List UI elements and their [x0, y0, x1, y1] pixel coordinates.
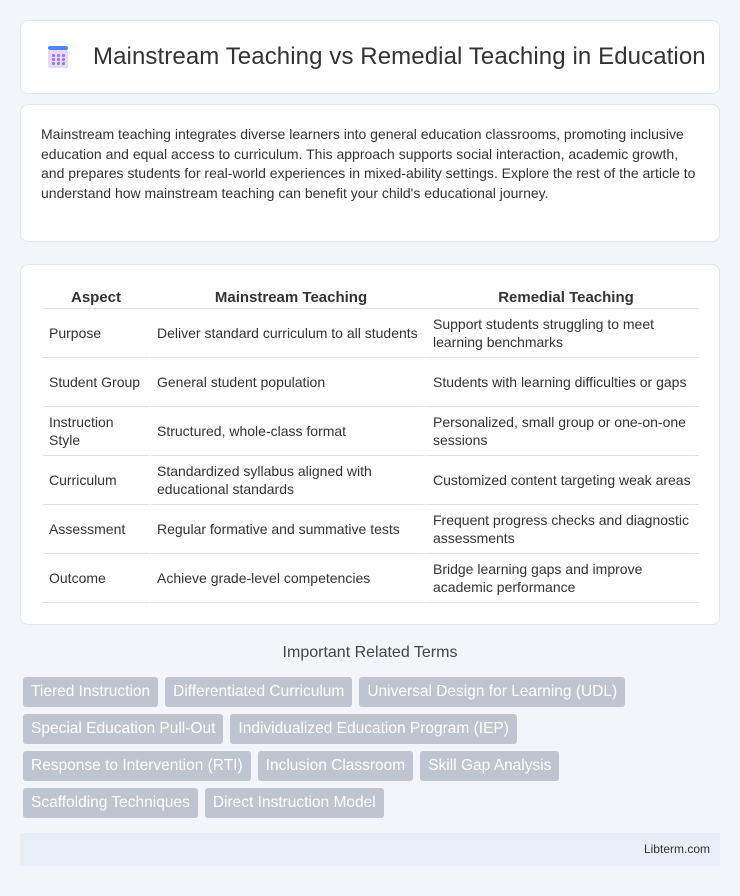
row-aspect: Student Group	[43, 358, 149, 407]
tag-response-to-intervention[interactable]: Response to Intervention (RTI)	[23, 751, 251, 781]
header-mainstream: Mainstream Teaching	[149, 285, 425, 309]
row-remedial: Frequent progress checks and diagnostic assessments	[425, 505, 699, 554]
row-aspect: Outcome	[43, 554, 149, 603]
row-aspect: Purpose	[43, 309, 149, 358]
row-remedial: Students with learning difficulties or gaps	[425, 358, 699, 407]
tag-tiered-instruction[interactable]: Tiered Instruction	[23, 677, 158, 707]
intro-card	[20, 104, 720, 242]
footer-site-link[interactable]: Libterm.com	[643, 842, 710, 856]
row-remedial: Personalized, small group or one-on-one sessions	[425, 407, 699, 456]
row-mainstream: Regular formative and summative tests	[149, 505, 425, 554]
row-mainstream: Deliver standard curriculum to all students	[149, 309, 425, 358]
calendar-icon	[45, 44, 71, 70]
related-terms-section	[20, 644, 720, 662]
related-terms-heading: Important Related Terms	[282, 644, 458, 661]
row-mainstream: Standardized syllabus aligned with educational standards	[149, 456, 425, 505]
related-terms-tags	[23, 677, 723, 818]
tag-direct-instruction-model[interactable]: Direct Instruction Model	[205, 788, 384, 818]
row-mainstream: Structured, whole-class format	[149, 407, 425, 456]
row-remedial: Bridge learning gaps and improve academic performance	[425, 554, 699, 603]
comparison-card	[20, 264, 720, 625]
tag-special-education-pull-out[interactable]: Special Education Pull-Out	[23, 714, 223, 744]
tag-inclusion-classroom[interactable]: Inclusion Classroom	[258, 751, 414, 781]
comparison-table	[43, 285, 699, 603]
table-row	[43, 554, 699, 603]
header-remedial: Remedial Teaching	[425, 285, 699, 309]
row-aspect: Curriculum	[43, 456, 149, 505]
footer	[20, 833, 720, 866]
tag-individualized-education-program[interactable]: Individualized Education Program (IEP)	[230, 714, 517, 744]
header-aspect: Aspect	[43, 285, 149, 309]
title-card	[20, 20, 720, 94]
row-aspect: Instruction Style	[43, 407, 149, 456]
table-row	[43, 309, 699, 358]
table-row	[43, 358, 699, 407]
row-aspect: Assessment	[43, 505, 149, 554]
tag-skill-gap-analysis[interactable]: Skill Gap Analysis	[420, 751, 559, 781]
table-row	[43, 505, 699, 554]
page-title: Mainstream Teaching vs Remedial Teaching in Education	[93, 43, 706, 70]
row-remedial: Support students struggling to meet learning benchmarks	[425, 309, 699, 358]
row-mainstream: Achieve grade-level competencies	[149, 554, 425, 603]
table-header-row	[43, 285, 699, 309]
tag-scaffolding-techniques[interactable]: Scaffolding Techniques	[23, 788, 198, 818]
table-row	[43, 456, 699, 505]
row-mainstream: General student population	[149, 358, 425, 407]
tag-differentiated-curriculum[interactable]: Differentiated Curriculum	[165, 677, 352, 707]
tag-universal-design-for-learning[interactable]: Universal Design for Learning (UDL)	[359, 677, 625, 707]
row-remedial: Customized content targeting weak areas	[425, 456, 699, 505]
intro-paragraph: Mainstream teaching integrates diverse learners into general education classrooms, promoting inclusive education and equal access to curriculum. This approach supports social interaction, academic growth, and prepares students for real-world experiences in mixed-ability settings. Explore the rest of the article to understand how mainstream teaching can benefit your child's educational journey.	[41, 126, 696, 201]
table-row	[43, 407, 699, 456]
